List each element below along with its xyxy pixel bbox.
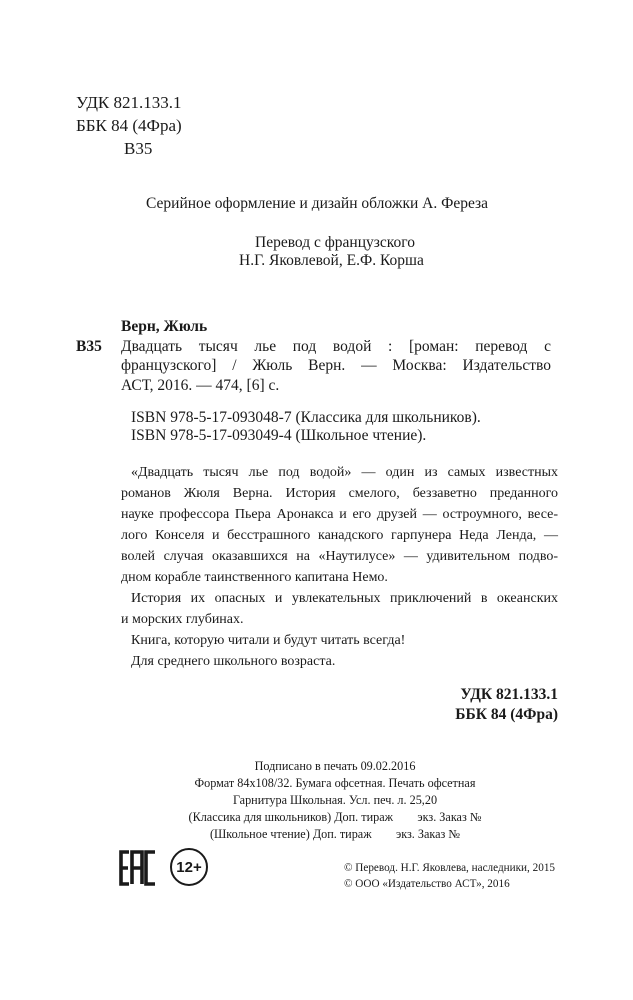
description-line: АСТ, 2016. — 474, [6] с. (121, 377, 280, 394)
isbn-line: ISBN 978-5-17-093048-7 (Классика для школьников). (131, 409, 481, 426)
annotation-line: Книга, которую читали и будут читать всегда! (131, 633, 406, 648)
description-line: французского] / Жюль Верн. — Москва: Издательство (121, 357, 551, 374)
author-heading: Верн, Жюль (121, 318, 208, 335)
annotation-line: волей случая оказавшихся на «Наутилусе» — удивительном подво- (121, 549, 558, 564)
imprint-line: Формат 84x108/32. Бумага офсетная. Печать офсетная (194, 776, 476, 790)
copyright-line: © Перевод. Н.Г. Яковлева, наследники, 2015 (344, 862, 556, 874)
eac-mark-graphic (118, 849, 158, 887)
imprint-line: Подписано в печать 09.02.2016 (254, 759, 416, 773)
imprint-line: (Классика для школьников) Доп. тираж экз. Заказ № (188, 810, 482, 824)
copyright-line: © ООО «Издательство АСТ», 2016 (344, 878, 510, 890)
annotation-line: «Двадцать тысяч лье под водой» — один из самых известных (131, 465, 558, 480)
imprint-line: (Школьное чтение) Доп. тираж экз. Заказ № (209, 827, 461, 841)
eac-mark-icon (118, 849, 158, 887)
description-line: Двадцать тысяч лье под водой : [роман: перевод с (121, 338, 551, 355)
annotation-line: Для среднего школьного возраста. (131, 654, 336, 669)
translation-credit-line1: Перевод с французского (255, 234, 415, 251)
footer-bbk-code: ББК 84 (4Фра) (455, 706, 558, 723)
isbn-line: ISBN 978-5-17-093049-4 (Школьное чтение). (131, 427, 427, 444)
annotation-line: науке профессора Пьера Аронакса и его друзей — остроумного, весе- (121, 507, 558, 522)
annotation-line: и морских глубинах. (121, 612, 244, 627)
record-author-mark: В35 (76, 338, 102, 355)
bbk-code: ББК 84 (4Фра) (76, 116, 182, 135)
series-design-credit: Серийное оформление и дизайн обложки А. Фереза (146, 195, 489, 212)
udk-code: УДК 821.133.1 (76, 93, 182, 112)
annotation-line: История их опасных и увлекательных приключений в океанских (131, 591, 558, 606)
author-mark: В35 (124, 139, 153, 158)
translation-credit-line2: Н.Г. Яковлевой, Е.Ф. Корша (239, 252, 424, 269)
age-rating-badge: 12+ (170, 848, 208, 886)
footer-udk-code: УДК 821.133.1 (460, 686, 558, 703)
imprint-line: Гарнитура Школьная. Усл. печ. л. 25,20 (232, 793, 438, 807)
annotation-line: лого Конселя и бесстрашного канадского гарпунера Неда Ленда, — (121, 528, 558, 543)
annotation-line: романов Жюля Верна. История смелого, беззаветно преданного (121, 486, 558, 501)
annotation-line: дном корабле таинственного капитана Немо. (121, 570, 388, 585)
